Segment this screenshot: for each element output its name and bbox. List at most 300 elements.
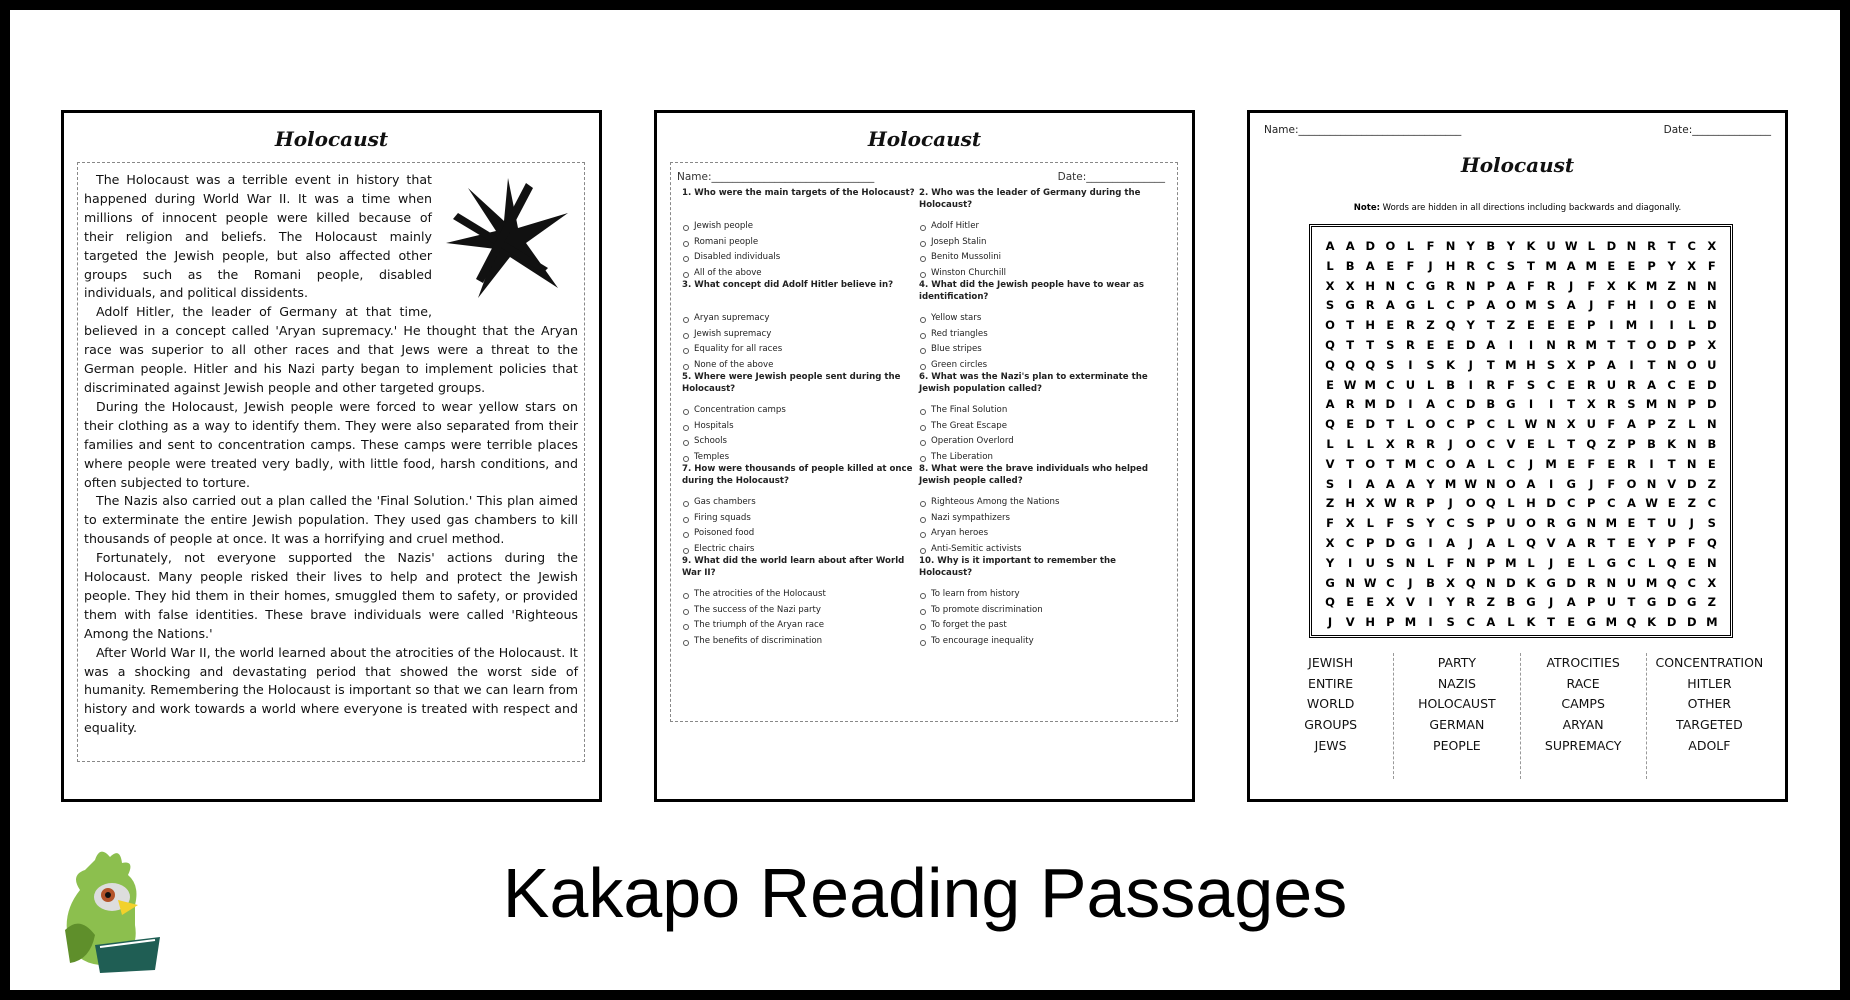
grid-letter: I: [1669, 318, 1674, 333]
date-field[interactable]: Date:_______________: [1663, 124, 1771, 136]
grid-letter: L: [1507, 535, 1515, 550]
answer-option[interactable]: To learn from history: [919, 587, 1157, 603]
question-text: 5. Where were Jewish people sent during the Holocaust?: [682, 372, 901, 394]
grid-letter: C: [1486, 436, 1496, 451]
word-item: SUPREMACY: [1544, 737, 1622, 753]
grid-letter: N: [1445, 239, 1456, 253]
grid-letter: C: [1426, 456, 1435, 471]
grid-letter: E: [1346, 595, 1355, 610]
grid-letter: F: [1426, 239, 1435, 253]
answer-option[interactable]: The triumph of the Aryan race: [682, 618, 920, 634]
answer-option[interactable]: The Great Escape: [919, 419, 1157, 435]
grid-letter: D: [1707, 318, 1717, 333]
word-item: PEOPLE: [1433, 737, 1481, 753]
grid-letter: E: [1687, 298, 1696, 313]
grid-letter: E: [1627, 535, 1636, 550]
grid-letter: R: [1405, 436, 1415, 451]
grid-letter: A: [1486, 615, 1496, 630]
grid-letter: A: [1426, 397, 1435, 412]
answer-option[interactable]: To forget the past: [919, 618, 1157, 634]
grid-letter: T: [1386, 456, 1395, 471]
grid-row: [1320, 318, 1722, 338]
grid-letter: L: [1426, 555, 1435, 570]
grid-letter: G: [1566, 476, 1576, 491]
word-item: RACE: [1566, 675, 1600, 691]
grid-letter: T: [1667, 456, 1676, 471]
grid-letter: A: [1566, 298, 1576, 313]
grid-letter: S: [1386, 357, 1395, 372]
grid-letter: A: [1526, 476, 1536, 491]
grid-letter: C: [1486, 258, 1496, 273]
grid-letter: Y: [1466, 318, 1475, 333]
answer-option[interactable]: Righteous Among the Nations: [919, 495, 1157, 511]
grid-letter: V: [1405, 595, 1415, 610]
grid-letter: P: [1587, 318, 1596, 333]
grid-letter: H: [1526, 496, 1536, 511]
grid-letter: T: [1607, 535, 1616, 550]
grid-letter: J: [1428, 258, 1433, 273]
grid-letter: X: [1566, 357, 1576, 372]
answer-option[interactable]: Poisoned food: [682, 526, 920, 542]
passage-paragraph: Adolf Hitler, the leader of Germany at that time, believed in a concept called 'Aryan supremacy.' He thought that the Aryan race was superior to all other races and that Jews were a threat to the German people. Hitler and his Nazi party began to implement policies that discriminated against Jewish people and other targeted groups.: [84, 304, 578, 395]
grid-row: [1320, 595, 1722, 615]
grid-letter: I: [1348, 555, 1353, 570]
grid-letter: L: [1426, 377, 1435, 392]
grid-row: [1320, 516, 1722, 536]
grid-letter: L: [1587, 239, 1595, 253]
grid-letter: P: [1587, 496, 1596, 511]
grid-letter: I: [1468, 377, 1473, 392]
grid-letter: J: [1448, 496, 1453, 511]
grid-letter: H: [1365, 615, 1376, 630]
grid-letter: W: [1524, 417, 1538, 432]
quiz-page: [654, 110, 1195, 802]
answer-option[interactable]: Firing squads: [682, 511, 920, 527]
answer-option[interactable]: Green circles: [919, 358, 1157, 374]
grid-letter: K: [1446, 357, 1456, 372]
grid-letter: C: [1386, 377, 1395, 392]
grid-letter: X: [1707, 575, 1717, 590]
grid-letter: Z: [1486, 595, 1495, 610]
grid-letter: Q: [1526, 535, 1536, 550]
grid-letter: P: [1486, 516, 1496, 531]
grid-row: [1320, 417, 1722, 437]
grid-letter: I: [1548, 476, 1554, 491]
grid-letter: G: [1405, 535, 1416, 550]
grid-letter: K: [1526, 615, 1536, 630]
grid-letter: I: [1408, 357, 1413, 372]
passage-text: [77, 162, 585, 762]
answer-option[interactable]: Concentration camps: [682, 403, 920, 419]
grid-letter: P: [1587, 595, 1596, 610]
grid-letter: E: [1326, 377, 1334, 392]
grid-letter: J: [1548, 555, 1554, 570]
letter-grid: [1309, 224, 1733, 638]
grid-letter: R: [1345, 397, 1355, 412]
answer-option[interactable]: Benito Mussolini: [919, 250, 1157, 266]
word-item: ENTIRE: [1308, 675, 1354, 691]
grid-letter: N: [1707, 555, 1717, 570]
grid-letter: N: [1686, 278, 1697, 293]
grid-letter: X: [1446, 575, 1456, 590]
grid-letter: T: [1607, 337, 1616, 352]
grid-letter: S: [1325, 298, 1335, 313]
grid-row: [1320, 397, 1722, 417]
grid-letter: C: [1566, 496, 1576, 511]
grid-letter: E: [1527, 436, 1535, 451]
grid-letter: L: [1647, 555, 1656, 570]
grid-letter: W: [1464, 476, 1478, 491]
grid-row: [1320, 338, 1722, 358]
grid-letter: W: [1383, 496, 1397, 511]
answer-option[interactable]: Red triangles: [919, 327, 1157, 343]
grid-letter: M: [1585, 258, 1597, 273]
word-search-page: [1247, 110, 1788, 802]
answer-option[interactable]: The benefits of discrimination: [682, 634, 920, 650]
word-item: ATROCITIES: [1546, 655, 1620, 670]
passage-paragraph: Fortunately, not everyone supported the Nazis' actions during the Holocaust. Many people risked their lives to help and protect the Jewish people. They hid them in their homes, smuggled them to safety, or provided them with false identities. These brave individuals were called 'Righteous Among the Nations.': [84, 550, 578, 641]
question-text: 2. Who was the leader of Germany during the Holocaust?: [919, 188, 1141, 210]
grid-letter: Z: [1607, 436, 1616, 451]
answer-options: [682, 219, 920, 281]
grid-letter: M: [1404, 615, 1417, 630]
grid-letter: L: [1366, 436, 1374, 451]
grid-letter: I: [1428, 595, 1433, 610]
answer-option[interactable]: The atrocities of the Holocaust: [682, 587, 920, 603]
grid-letter: D: [1686, 615, 1697, 630]
grid-letter: H: [1365, 318, 1376, 333]
grid-letter: N: [1707, 298, 1717, 313]
grid-letter: E: [1426, 337, 1435, 352]
quiz-question: [919, 279, 1157, 373]
grid-letter: U: [1506, 516, 1516, 531]
grid-letter: Z: [1667, 417, 1676, 432]
grid-letter: Q: [1586, 436, 1597, 451]
grid-letter: N: [1385, 278, 1396, 293]
grid-letter: U: [1405, 377, 1416, 392]
answer-option[interactable]: Electric chairs: [682, 542, 920, 558]
name-field[interactable]: Name:_______________________________: [677, 171, 875, 183]
quiz-question: [919, 371, 1157, 465]
grid-letter: D: [1365, 417, 1375, 432]
answer-option[interactable]: Jewish supremacy: [682, 327, 920, 343]
answer-option[interactable]: Gas chambers: [682, 495, 920, 511]
grid-letter: A: [1566, 535, 1576, 550]
grid-letter: R: [1426, 436, 1435, 451]
grid-letter: I: [1408, 397, 1413, 412]
grid-letter: P: [1667, 535, 1676, 550]
grid-letter: F: [1386, 516, 1395, 531]
answer-option[interactable]: Temples: [682, 450, 920, 466]
grid-letter: D: [1465, 397, 1476, 412]
answer-option[interactable]: Schools: [682, 434, 920, 450]
grid-letter: J: [1408, 575, 1413, 590]
answer-option[interactable]: Disabled individuals: [682, 250, 920, 266]
grid-letter: Y: [1466, 239, 1475, 253]
question-text: 6. What was the Nazi's plan to exterminate the Jewish population called?: [919, 372, 1148, 394]
grid-letter: B: [1446, 377, 1455, 392]
grid-letter: N: [1586, 516, 1597, 531]
grid-letter: N: [1707, 417, 1717, 432]
grid-letter: E: [1687, 377, 1696, 392]
grid-letter: P: [1466, 298, 1475, 313]
grid-letter: R: [1446, 278, 1456, 293]
answer-option[interactable]: To promote discrimination: [919, 603, 1157, 619]
question-text: 8. What were the brave individuals who helped Jewish people called?: [919, 464, 1149, 486]
grid-letter: P: [1386, 615, 1395, 630]
grid-letter: Y: [1426, 476, 1435, 491]
answer-option[interactable]: Anti-Semitic activists: [919, 542, 1157, 558]
grid-letter: X: [1365, 496, 1375, 511]
grid-letter: D: [1666, 595, 1677, 610]
grid-letter: R: [1365, 298, 1375, 313]
answer-option[interactable]: The Final Solution: [919, 403, 1157, 419]
grid-letter: O: [1626, 476, 1637, 491]
grid-letter: G: [1586, 615, 1596, 630]
grid-letter: O: [1465, 496, 1476, 511]
grid-letter: C: [1707, 496, 1717, 511]
grid-letter: Y: [1325, 555, 1335, 570]
answer-option[interactable]: Hospitals: [682, 419, 920, 435]
grid-letter: L: [1527, 555, 1535, 570]
grid-letter: U: [1546, 239, 1556, 253]
grid-letter: R: [1546, 516, 1556, 531]
grid-letter: N: [1666, 357, 1677, 372]
grid-letter: N: [1686, 436, 1697, 451]
grid-letter: A: [1647, 377, 1656, 392]
grid-letter: I: [1629, 357, 1634, 372]
grid-letter: J: [1327, 615, 1333, 630]
answer-option[interactable]: All of the above: [682, 266, 920, 282]
grid-row: [1320, 556, 1722, 576]
question-text: 3. What concept did Adolf Hitler believe in?: [682, 280, 894, 290]
grid-letter: I: [1508, 337, 1514, 352]
grid-letter: B: [1345, 258, 1355, 273]
answer-option[interactable]: Aryan heroes: [919, 526, 1157, 542]
grid-letter: R: [1627, 456, 1636, 471]
grid-letter: D: [1465, 337, 1476, 352]
grid-letter: L: [1507, 615, 1515, 630]
word-item: NAZIS: [1437, 675, 1476, 691]
grid-letter: L: [1507, 496, 1515, 511]
grid-letter: E: [1346, 417, 1355, 432]
grid-letter: H: [1365, 278, 1376, 293]
grid-row: [1320, 477, 1722, 497]
answer-option[interactable]: The success of the Nazi party: [682, 603, 920, 619]
answer-option[interactable]: Jewish people: [682, 219, 920, 235]
answer-option[interactable]: Adolf Hitler: [919, 219, 1157, 235]
grid-letter: E: [1386, 318, 1395, 333]
grid-letter: J: [1528, 456, 1534, 471]
grid-letter: L: [1507, 417, 1515, 432]
grid-letter: P: [1627, 436, 1636, 451]
grid-letter: H: [1345, 496, 1355, 511]
answer-option[interactable]: Joseph Stalin: [919, 235, 1157, 251]
grid-letter: M: [1585, 337, 1597, 352]
grid-letter: J: [1468, 357, 1473, 372]
answer-option[interactable]: Equality for all races: [682, 342, 920, 358]
grid-letter: Q: [1325, 357, 1335, 372]
grid-letter: M: [1605, 516, 1618, 531]
answer-option[interactable]: Blue stripes: [919, 342, 1157, 358]
quiz-question: [682, 555, 920, 649]
grid-letter: B: [1486, 397, 1496, 412]
answer-option[interactable]: Nazi sympathizers: [919, 511, 1157, 527]
grid-letter: T: [1346, 318, 1355, 333]
page-title: Holocaust: [867, 127, 982, 151]
grid-letter: U: [1626, 575, 1637, 590]
answer-option[interactable]: Yellow stars: [919, 311, 1157, 327]
grid-letter: D: [1385, 397, 1396, 412]
grid-letter: H: [1445, 258, 1456, 273]
grid-letter: N: [1626, 239, 1637, 253]
grid-letter: P: [1466, 417, 1475, 432]
grid-letter: Y: [1506, 239, 1516, 253]
grid-letter: T: [1627, 337, 1636, 352]
answer-option[interactable]: Romani people: [682, 235, 920, 251]
grid-letter: Z: [1325, 496, 1335, 511]
reading-passage-page: [61, 110, 602, 802]
grid-letter: M: [1645, 397, 1658, 412]
grid-letter: G: [1405, 298, 1416, 313]
grid-letter: F: [1527, 278, 1535, 293]
grid-letter: A: [1446, 535, 1456, 550]
grid-letter: I: [1428, 535, 1433, 550]
answer-option[interactable]: To encourage inequality: [919, 634, 1157, 650]
grid-letter: V: [1325, 456, 1335, 471]
word-item: ADOLF: [1688, 737, 1731, 753]
grid-letter: Y: [1446, 595, 1455, 610]
grid-letter: T: [1647, 516, 1656, 531]
grid-letter: Q: [1325, 337, 1335, 352]
grid-letter: S: [1546, 357, 1556, 372]
grid-letter: I: [1528, 397, 1534, 412]
grid-letter: D: [1606, 239, 1617, 253]
grid-letter: G: [1345, 298, 1355, 313]
grid-letter: J: [1589, 476, 1594, 491]
passage-paragraph: The Nazis also carried out a plan called the 'Final Solution.' This plan aimed to exterminate the entire Jewish population. They used gas chambers to kill thousands of people at once. It was a horrifying and cruel method.: [84, 493, 578, 547]
word-item: GROUPS: [1304, 717, 1358, 733]
grid-letter: X: [1385, 436, 1395, 451]
grid-letter: F: [1506, 377, 1515, 392]
grid-letter: C: [1406, 278, 1415, 293]
answer-option[interactable]: The Liberation: [919, 450, 1157, 466]
grid-letter: E: [1627, 258, 1636, 273]
grid-letter: A: [1627, 496, 1636, 511]
word-column: [1393, 653, 1519, 779]
grid-letter: S: [1506, 258, 1516, 273]
grid-letter: E: [1607, 258, 1616, 273]
grid-letter: Z: [1687, 496, 1696, 511]
grid-letter: J: [1448, 436, 1453, 451]
grid-letter: Q: [1666, 575, 1677, 590]
grid-letter: F: [1687, 535, 1696, 550]
grid-letter: Q: [1325, 595, 1335, 610]
grid-letter: Q: [1325, 417, 1335, 432]
grid-letter: A: [1345, 239, 1355, 253]
grid-row: [1320, 457, 1722, 477]
grid-letter: Y: [1426, 516, 1435, 531]
word-item: JEWISH: [1308, 655, 1354, 670]
grid-row: [1320, 378, 1722, 398]
grid-letter: J: [1468, 535, 1473, 550]
word-list: [1268, 653, 1772, 779]
grid-letter: P: [1647, 258, 1656, 273]
grid-letter: D: [1365, 239, 1375, 253]
grid-letter: M: [1505, 555, 1517, 570]
name-field[interactable]: Name:_______________________________: [1264, 124, 1462, 136]
grid-letter: E: [1567, 456, 1576, 471]
grid-letter: C: [1386, 575, 1395, 590]
grid-letter: Q: [1485, 496, 1496, 511]
grid-letter: C: [1687, 575, 1696, 590]
grid-letter: I: [1649, 298, 1654, 313]
grid-letter: X: [1325, 278, 1335, 293]
word-item: HOLOCAUST: [1418, 696, 1496, 712]
grid-letter: X: [1385, 595, 1395, 610]
grid-row: [1320, 576, 1722, 596]
grid-letter: N: [1707, 278, 1717, 293]
grid-row: [1320, 239, 1722, 259]
grid-letter: A: [1466, 456, 1476, 471]
grid-letter: G: [1506, 397, 1516, 412]
grid-letter: R: [1405, 318, 1415, 333]
grid-letter: G: [1687, 595, 1697, 610]
answer-option[interactable]: Operation Overlord: [919, 434, 1157, 450]
grid-letter: A: [1325, 397, 1335, 412]
date-field[interactable]: Date:_______________: [1057, 171, 1165, 183]
grid-letter: R: [1405, 496, 1415, 511]
grid-letter: P: [1426, 496, 1435, 511]
answer-option[interactable]: Winston Churchill: [919, 266, 1157, 282]
grid-letter: B: [1426, 575, 1435, 590]
grid-letter: U: [1606, 377, 1617, 392]
grid-letter: A: [1486, 298, 1496, 313]
grid-letter: U: [1606, 595, 1617, 610]
grid-letter: T: [1366, 337, 1375, 352]
answer-options: [682, 495, 920, 557]
word-item: HITLER: [1687, 675, 1732, 691]
grid-letter: P: [1687, 397, 1696, 412]
grid-letter: V: [1546, 535, 1556, 550]
word-item: TARGETED: [1676, 717, 1743, 733]
grid-letter: K: [1647, 615, 1656, 630]
grid-letter: S: [1466, 516, 1475, 531]
quiz-question: [682, 463, 920, 557]
grid-letter: E: [1707, 456, 1716, 471]
grid-letter: G: [1566, 516, 1576, 531]
grid-letter: D: [1506, 575, 1516, 590]
grid-row: [1320, 615, 1722, 635]
grid-letter: Q: [1465, 575, 1476, 590]
grid-letter: E: [1687, 555, 1696, 570]
grid-letter: O: [1325, 318, 1335, 333]
grid-letter: W: [1363, 575, 1377, 590]
answer-option[interactable]: None of the above: [682, 358, 920, 374]
grid-letter: E: [1567, 555, 1576, 570]
grid-letter: F: [1326, 516, 1334, 531]
grid-letter: X: [1606, 278, 1616, 293]
grid-letter: O: [1666, 298, 1677, 313]
grid-letter: N: [1606, 575, 1617, 590]
grid-letter: A: [1627, 417, 1636, 432]
quiz-question: [919, 463, 1157, 557]
grid-letter: O: [1425, 417, 1436, 432]
answer-option[interactable]: Aryan supremacy: [682, 311, 920, 327]
grid-letter: R: [1586, 377, 1596, 392]
grid-letter: P: [1366, 535, 1375, 550]
grid-letter: F: [1587, 456, 1596, 471]
